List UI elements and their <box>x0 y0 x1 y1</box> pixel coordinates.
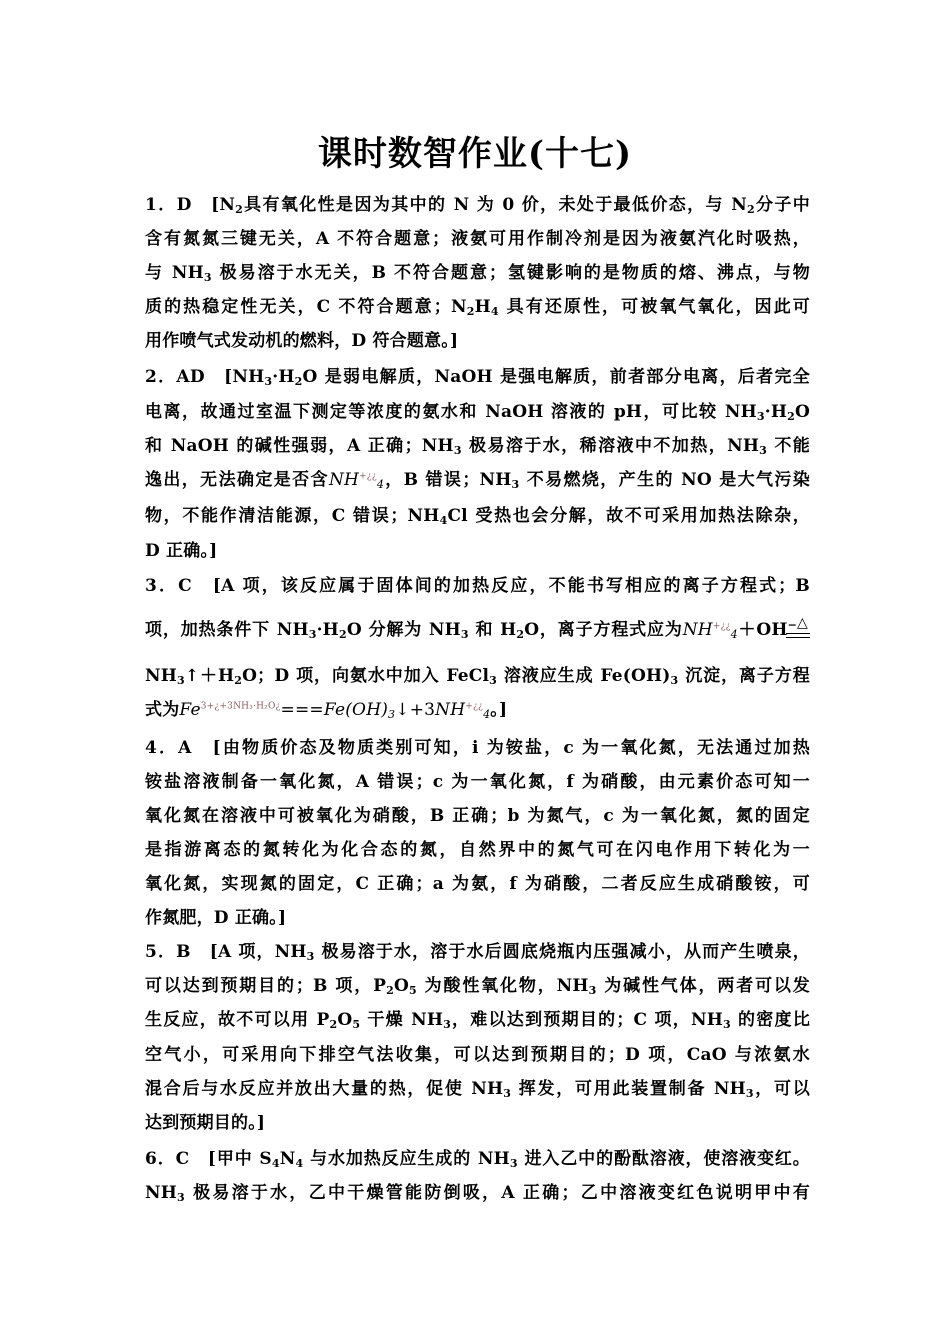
answer-5-line-4: 空气小，可采用向下排空气法收集，可以达到预期目的；D 项，CaO 与浓氨水 <box>145 1045 810 1065</box>
answer-1-line-2: 含有氮氮三键无关，A 不符合题意；液氨可用作制冷剂是因为液氨汽化时吸热， <box>145 229 810 249</box>
answer-1-line-3: 与 $NH_3$ 极易溶于水无关，B 不符合题意；氢键影响的是物质的熔、沸点，与物 <box>145 263 810 284</box>
answer-3-line-4: 式为$Fe^{3+¿+3NH_3\cdot H_2O¿}===Fe(OH)_3↓+3NH^{+¿¿}_4$。] <box>145 700 508 721</box>
heat-condition-symbol: △ <box>797 615 808 631</box>
answer-1-line-4: 质的热稳定性无关，C 不符合题意；$N_2H_4$ 具有还原性，可被氧气氧化，因此可 <box>145 297 810 318</box>
answer-3-line-3: $NH_3↑+H_2O$；D 项，向氨水中加入 FeCl$_3$ 溶液应生成 $Fe(OH)_3$ 沉淀，离子方程 <box>145 666 810 687</box>
answer-4-line-2: 铵盐溶液制备一氧化氮，A 错误；c 为一氧化氮，f 为硝酸，由元素价态可知一 <box>145 772 810 792</box>
answer-4-line-1: 4．A [由物质价态及物质类别可知，i 为铵盐，c 为一氧化氮，无法通过加热 <box>145 738 810 758</box>
answer-3-line-2: 项，加热条件下 $NH_3\cdot H_2O$ 分解为 $NH_3$ 和 $H_2O$，离子方程式应为$NH^{+¿¿}_4+OH^-\triangle$ <box>145 615 808 641</box>
answer-2-line-4: 逸出，无法确定是否含$NH^{+¿¿}_4$，B 错误；$NH_3$ 不易燃烧，产生的 NO 是大气污染 <box>145 470 811 491</box>
answer-4-line-5: 氧化氮，实现氮的固定，C 正确；a 为氨，f 为硝酸，二者反应生成硝酸铵，可 <box>145 874 810 894</box>
answer-4-line-6: 作氮肥，D 正确。] <box>145 908 287 928</box>
answer-5-line-1: 5．B [A 项，$NH_3$ 极易溶于水，溶于水后圆底烧瓶内压强减小，从而产生喷泉， <box>145 942 810 963</box>
answer-2-line-3: 和 NaOH 的碱性强弱，A 正确；$NH_3$ 极易溶于水，稀溶液中不加热，$NH_3$ 不能 <box>145 436 810 457</box>
answer-6-line-1: 6．C [甲中 $S_4N_4$ 与水加热反应生成的 $NH_3$ 进入乙中的酚酞溶液，使溶液变红。 <box>145 1149 810 1170</box>
answer-2-line-5: 物，不能作清洁能源，C 错误；$NH_4Cl$ 受热也会分解，故不可采用加热法除杂， <box>145 506 811 527</box>
answer-5-line-6: 达到预期目的。] <box>145 1113 266 1133</box>
answer-3-line-1: 3．C [A 项，该反应属于固体间的加热反应，不能书写相应的离子方程式；B <box>145 576 810 596</box>
answer-5-line-2: 可以达到预期目的；B 项，$P_2O_5$ 为酸性氧化物，$NH_3$ 为碱性气体，两者可以发 <box>145 976 810 997</box>
answer-4-line-3: 氧化氮在溶液中可被氧化为硝酸，B 正确；b 为氮气，c 为一氧化氮，氮的固定 <box>145 806 810 826</box>
ammonium-formula: $NH^{+¿¿}_4$ <box>328 470 385 491</box>
page-title: 课时数智作业(十七) <box>317 134 633 174</box>
answer-1-line-5: 用作喷气式发动机的燃料，D 符合题意。] <box>145 331 459 351</box>
iron-formula: $Fe^{3+¿+3NH_3\cdot H_2O¿}===Fe(OH)_3↓+3NH^{+¿¿}_4$ <box>179 700 491 721</box>
answer-1-line-1: 1．D [$N_2$具有氧化性是因为其中的 N 为 0 价，未处于最低价态，与 $N_2$分子中 <box>145 195 810 216</box>
ammonium-formula: $NH^{+¿¿}_4$ <box>682 620 738 641</box>
answer-5-line-5: 混合后与水反应并放出大量的热，促使 $NH_3$ 挥发，可用此装置制备 $NH_3$，可以 <box>145 1079 810 1100</box>
answer-2-line-2: 电离，故通过室温下测定等浓度的氨水和 NaOH 溶液的 pH，可比较 $NH_3\cdot H_2O$ <box>145 402 810 423</box>
answer-5-line-3: 生反应，故不可以用 $P_2O_5$ 干燥 $NH_3$，难以达到预期目的；C 项，$NH_3$ 的密度比 <box>145 1010 811 1031</box>
answer-6-line-2: $NH_3$ 极易溶于水，乙中干燥管能防倒吸，A 正确；乙中溶液变红色说明甲中有 <box>145 1183 810 1204</box>
answer-2-line-6: D 正确。] <box>145 541 218 561</box>
answer-4-line-4: 是指游离态的氮转化为化合态的氮，自然界中的氮气可在闪电作用下转化为一 <box>145 840 810 860</box>
answer-2-line-1: 2．AD [$NH_3\cdot H_2O$ 是弱电解质，NaOH 是强电解质，前者部分电离，后者完全 <box>145 367 810 388</box>
